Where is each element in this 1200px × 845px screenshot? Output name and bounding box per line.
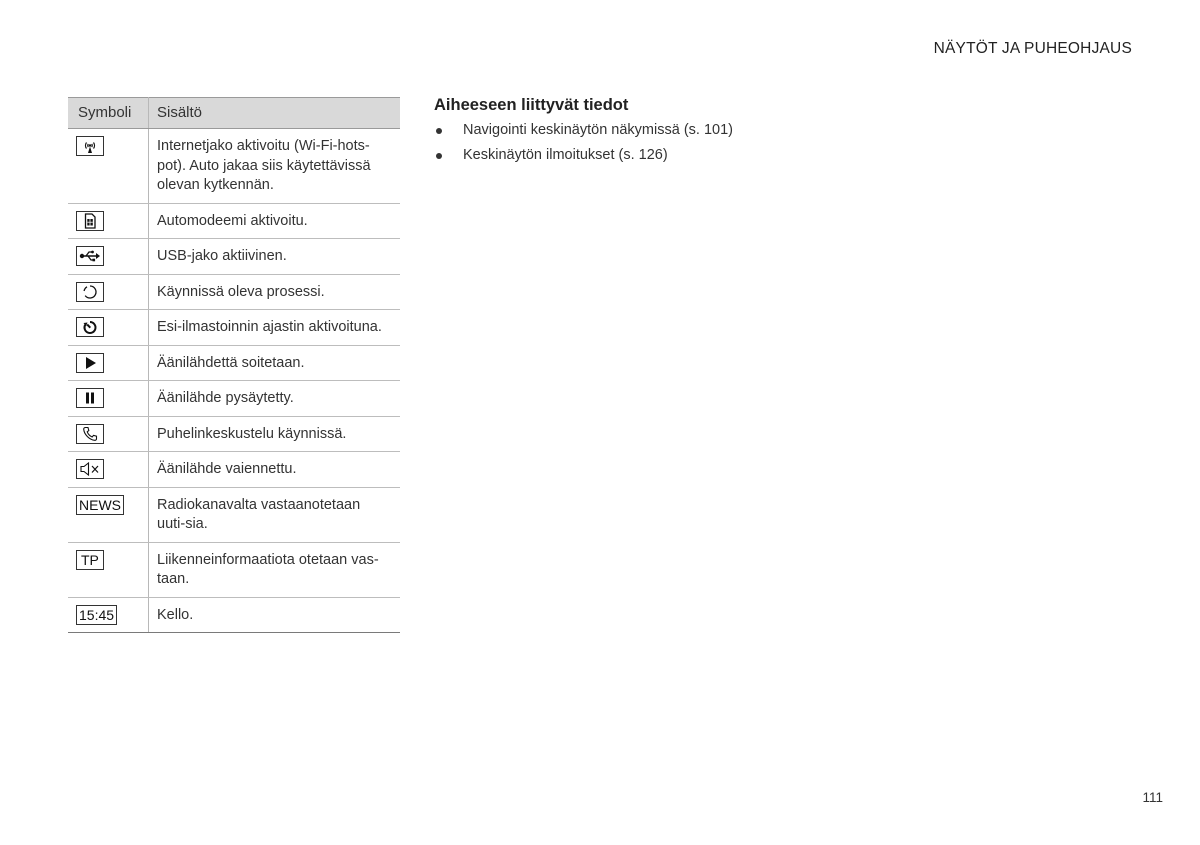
table-row	[68, 542, 400, 597]
row-description: Radiokanavalta vastaanotetaan uuti-sia.	[149, 487, 401, 542]
table-row	[68, 452, 400, 488]
table-row	[68, 239, 400, 275]
table-header-row	[68, 98, 400, 129]
sim-card-icon	[76, 211, 104, 231]
header-content: Sisältö	[149, 98, 401, 129]
table-row	[68, 203, 400, 239]
row-description: Käynnissä oleva prosessi.	[149, 274, 401, 310]
table-row	[68, 345, 400, 381]
mute-icon	[76, 459, 104, 479]
clock-symbol: 15:45	[76, 605, 117, 625]
row-description: Äänilähde vaiennettu.	[149, 452, 401, 488]
pause-icon	[76, 388, 104, 408]
page-number: 111	[1142, 790, 1163, 805]
table-row	[68, 381, 400, 417]
symbol-table	[68, 97, 400, 633]
usb-icon	[76, 246, 104, 266]
related-link[interactable]	[434, 143, 854, 168]
header-symbol: Symboli	[68, 98, 149, 129]
row-description: Äänilähdettä soitetaan.	[149, 345, 401, 381]
bullet-icon	[436, 128, 442, 134]
tp-symbol: TP	[76, 550, 104, 570]
bullet-icon	[436, 153, 442, 159]
related-list	[434, 118, 854, 168]
section-title: NÄYTÖT JA PUHEOHJAUS	[933, 40, 1132, 57]
play-icon	[76, 353, 104, 373]
table-row	[68, 416, 400, 452]
row-description: Esi-ilmastoinnin ajastin aktivoituna.	[149, 310, 401, 346]
row-description: USB-jako aktiivinen.	[149, 239, 401, 275]
related-link-text[interactable]: Keskinäytön ilmoitukset (s. 126)	[463, 147, 668, 163]
related-link[interactable]	[434, 118, 854, 143]
phone-icon	[76, 424, 104, 444]
wifi-hotspot-icon	[76, 136, 104, 156]
row-description: Puhelinkeskustelu käynnissä.	[149, 416, 401, 452]
row-description: Äänilähde pysäytetty.	[149, 381, 401, 417]
row-description: Kello.	[149, 597, 401, 633]
table-row	[68, 129, 400, 204]
table-row	[68, 274, 400, 310]
related-info	[434, 95, 854, 168]
row-description: Internetjako aktivoitu (Wi-Fi-hots-pot). Auto jakaa siis käytettävissä olevan kytkennän.	[149, 129, 401, 204]
spinner-icon	[76, 282, 104, 302]
timer-icon	[76, 317, 104, 337]
news-symbol: NEWS	[76, 495, 124, 515]
table-row	[68, 310, 400, 346]
table-row	[68, 487, 400, 542]
row-description: Automodeemi aktivoitu.	[149, 203, 401, 239]
related-link-text[interactable]: Navigointi keskinäytön näkymissä (s. 101)	[463, 122, 733, 138]
table-row	[68, 597, 400, 633]
related-heading: Aiheeseen liittyvät tiedot	[434, 96, 629, 114]
row-description: Liikenneinformaatiota otetaan vas-taan.	[149, 542, 401, 597]
